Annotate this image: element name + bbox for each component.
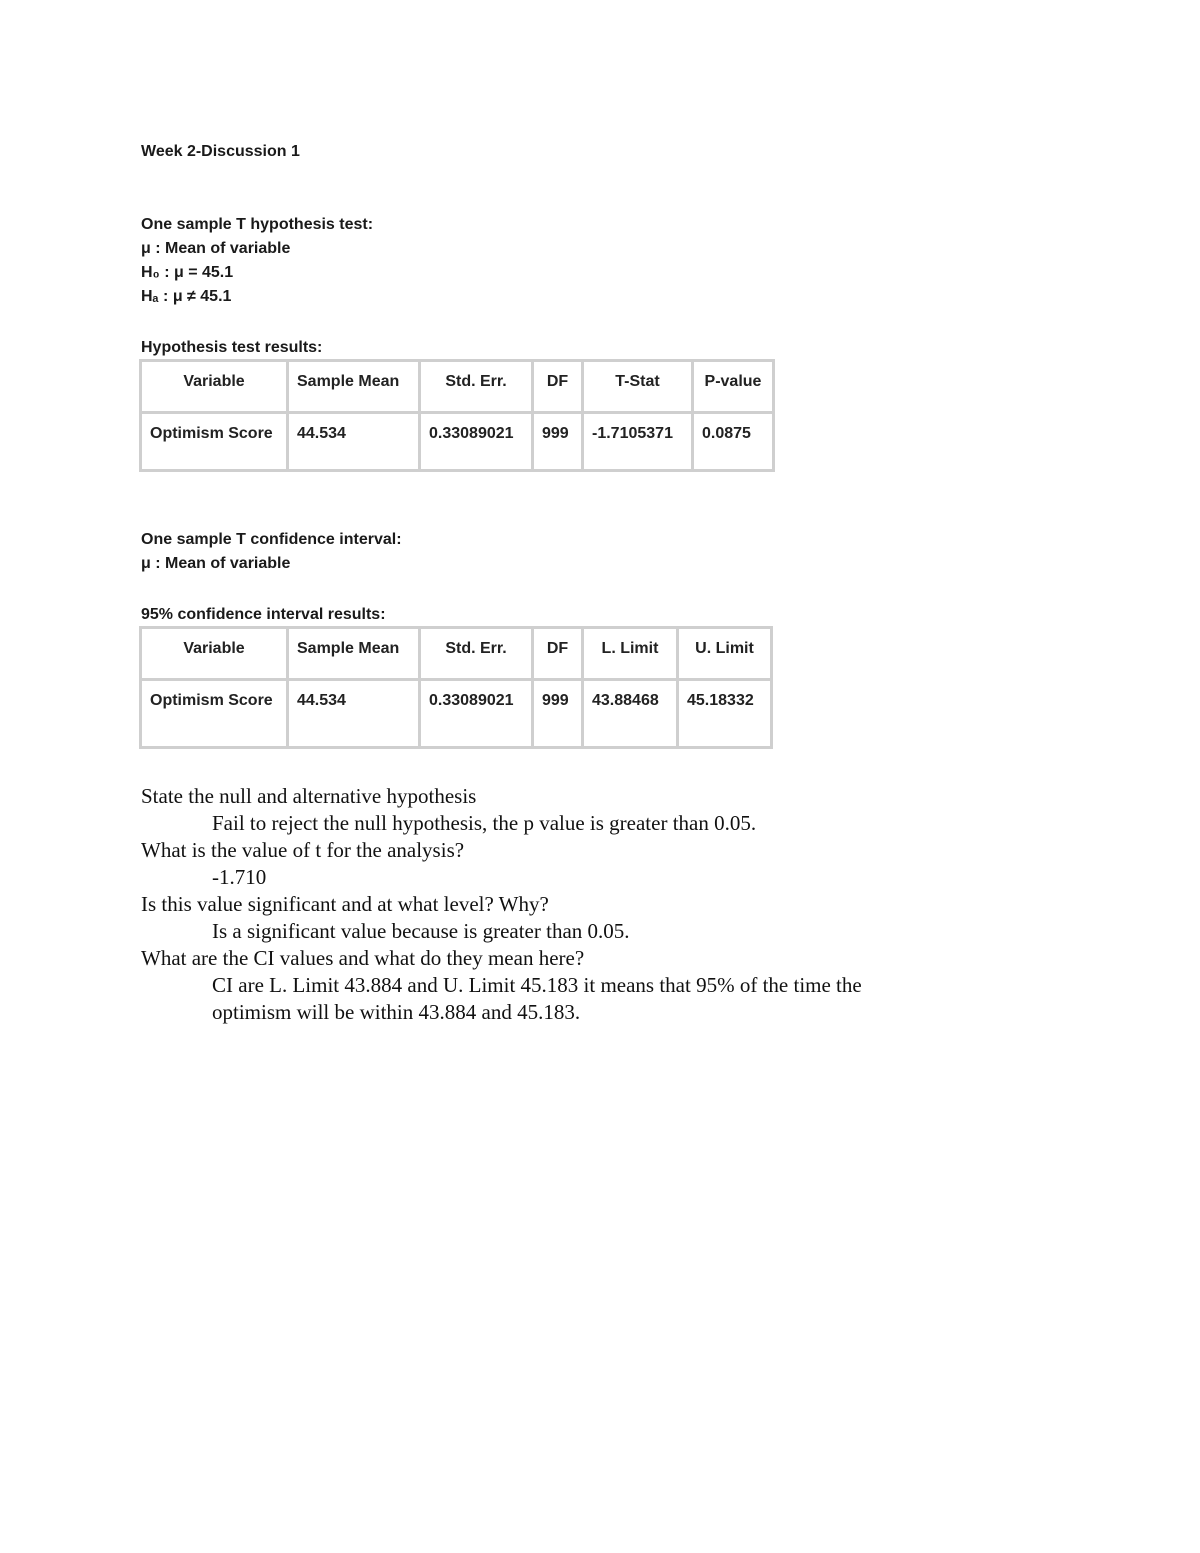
header-cell: DF <box>533 361 583 413</box>
table-cell: 999 <box>533 680 583 748</box>
document-title: Week 2-Discussion 1 <box>141 143 300 160</box>
confidence-interval-heading: One sample T confidence interval: <box>141 531 402 548</box>
table-cell: 43.88468 <box>583 680 678 748</box>
table-header-row <box>141 628 772 680</box>
header-cell: Std. Err. <box>420 361 533 413</box>
hypothesis-test-block <box>141 213 373 309</box>
question-text: State the null and alternative hypothesis <box>141 784 477 808</box>
table-cell: 45.18332 <box>678 680 772 748</box>
header-cell: Sample Mean <box>288 361 420 413</box>
table-cell: 999 <box>533 413 583 471</box>
qa-section <box>141 783 912 1026</box>
question-text: What is the value of t for the analysis? <box>141 838 465 862</box>
header-cell: L. Limit <box>583 628 678 680</box>
header-cell: Std. Err. <box>420 628 533 680</box>
null-hypothesis: H₀ : μ = 45.1 <box>141 264 234 281</box>
answer-text: CI are L. Limit 43.884 and U. Limit 45.183 it means that 95% of the time the optimism will be within 43.884 and 45.183. <box>212 973 862 1024</box>
answer-text: Is a significant value because is greater than 0.05. <box>212 919 630 943</box>
table-cell: Optimism Score <box>141 413 288 471</box>
header-cell: Variable <box>141 361 288 413</box>
table-cell: 44.534 <box>288 413 420 471</box>
question-text: Is this value significant and at what level? Why? <box>141 892 549 916</box>
hypothesis-results-heading: Hypothesis test results: <box>141 339 323 356</box>
table-cell: -1.7105371 <box>583 413 693 471</box>
ci-results-table <box>139 626 773 749</box>
table-cell: 0.33089021 <box>420 680 533 748</box>
header-cell: DF <box>533 628 583 680</box>
table-cell: 0.33089021 <box>420 413 533 471</box>
mu-definition: μ : Mean of variable <box>141 555 291 572</box>
header-cell: P-value <box>693 361 774 413</box>
table-row <box>141 680 772 748</box>
header-cell: U. Limit <box>678 628 772 680</box>
hypothesis-test-heading: One sample T hypothesis test: <box>141 216 374 233</box>
header-cell: Sample Mean <box>288 628 420 680</box>
table-cell: 44.534 <box>288 680 420 748</box>
ci-results-heading: 95% confidence interval results: <box>141 606 386 623</box>
table-header-row <box>141 361 774 413</box>
header-cell: Variable <box>141 628 288 680</box>
table-cell: Optimism Score <box>141 680 288 748</box>
header-cell: T-Stat <box>583 361 693 413</box>
question-text: What are the CI values and what do they mean here? <box>141 946 585 970</box>
mu-definition: μ : Mean of variable <box>141 240 291 257</box>
confidence-interval-block <box>141 528 402 576</box>
table-cell: 0.0875 <box>693 413 774 471</box>
table-row <box>141 413 774 471</box>
answer-text: Fail to reject the null hypothesis, the p value is greater than 0.05. <box>212 811 757 835</box>
hypothesis-results-table <box>139 359 775 472</box>
alternative-hypothesis: Hₐ : μ ≠ 45.1 <box>141 288 232 305</box>
answer-text: -1.710 <box>212 865 267 889</box>
